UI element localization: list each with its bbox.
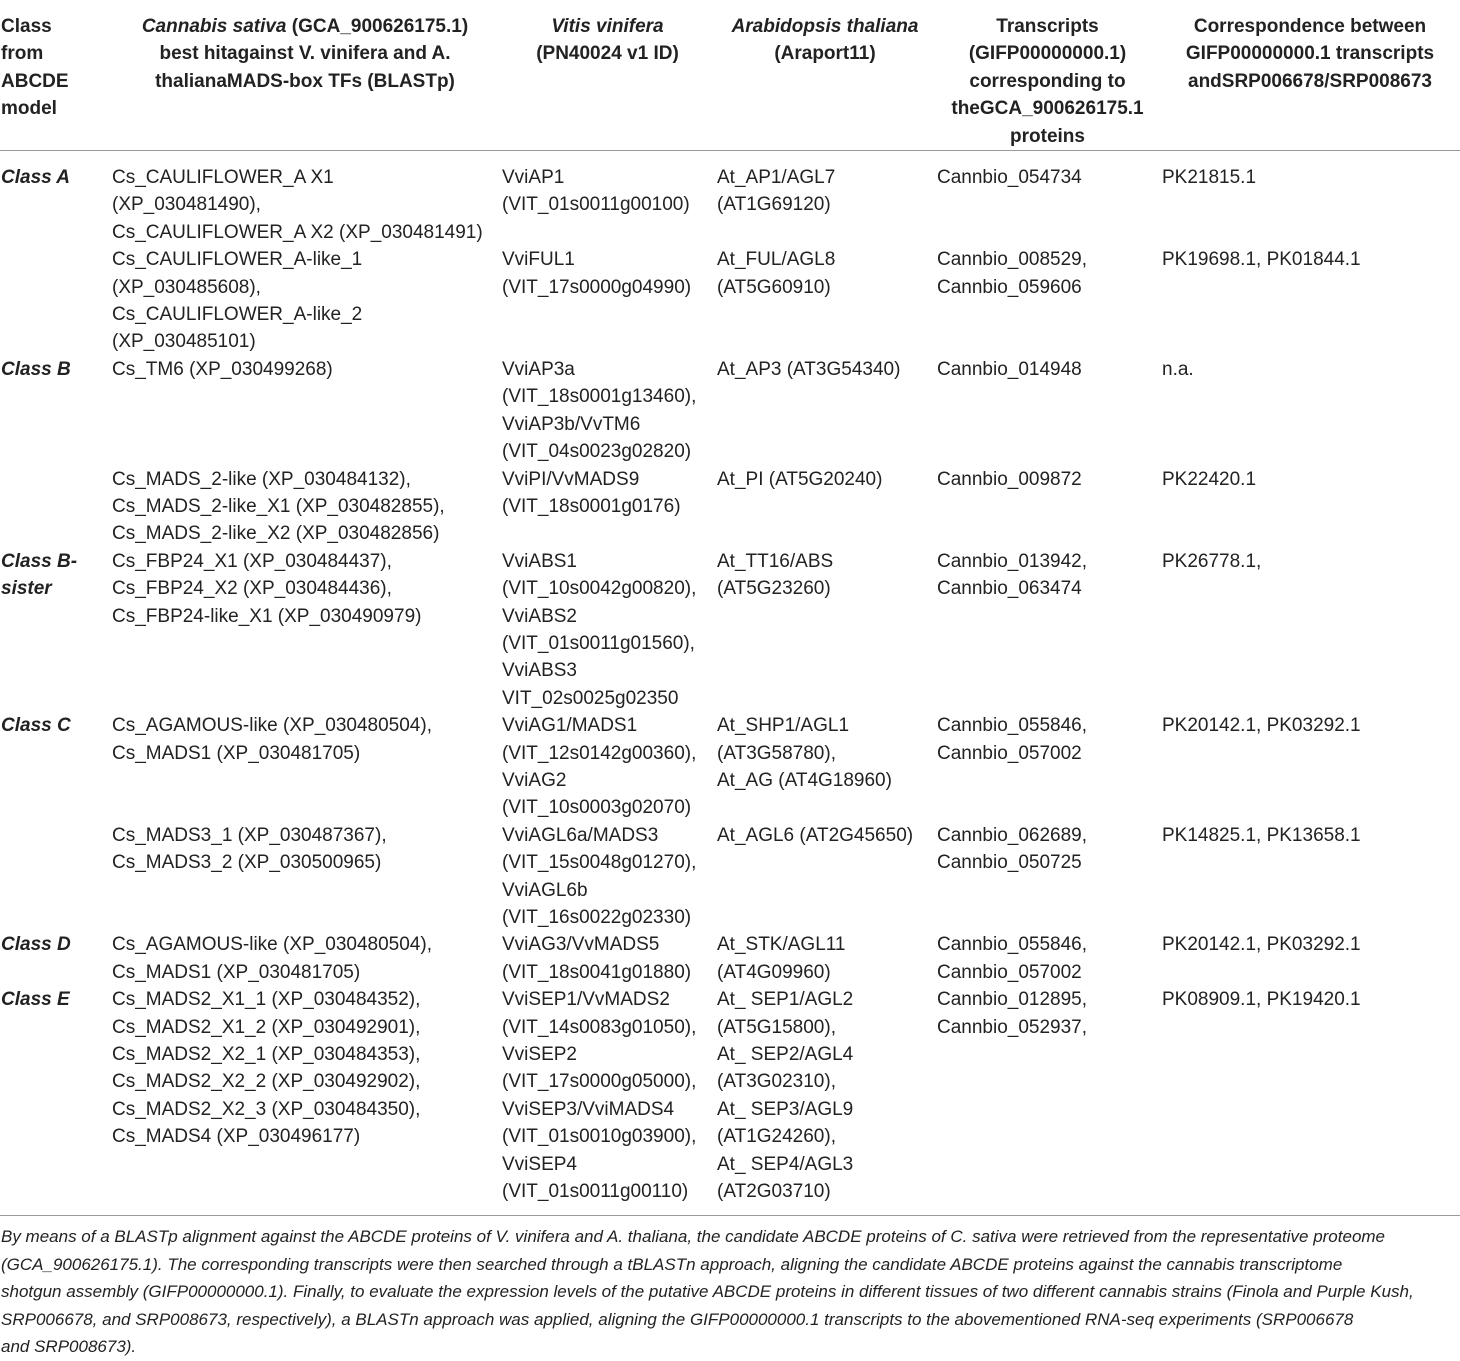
header-cannabis-line: [112, 68, 498, 95]
correspondence-cell: [1160, 466, 1460, 548]
header-class-line: from: [1, 43, 44, 65]
arabidopsis-cell: [715, 356, 935, 466]
class-cell-line: Class B-: [1, 550, 78, 572]
header-transcripts: [935, 0, 1160, 151]
header-arabidopsis-line: [717, 13, 933, 40]
cannabis-cell-line: Cs_MADS1 (XP_030481705): [112, 742, 361, 764]
correspondence-cell-line: n.a.: [1162, 358, 1194, 380]
footnote-line: and SRP008673).: [1, 1337, 137, 1357]
header-vitis-text: (PN40024 v1 ID): [536, 43, 679, 65]
footnote-line: By means of a BLASTp alignment against the ABCDE proteins of V. vinifera and A. thaliana, the candidate ABCDE proteins of C. sativa were retrieved from the representative proteome: [1, 1227, 1386, 1247]
transcript-cell-line: Cannbio_008529,: [937, 249, 1088, 271]
transcript-cell-line: Cannbio_055846,: [937, 715, 1088, 737]
table-body: [0, 151, 1460, 1216]
header-vitis-text: Vitis vinifera: [551, 16, 664, 37]
header-cannabis-text: best hitagainst V. vinifera and A.: [159, 43, 451, 65]
arabidopsis-cell-line: (AT3G02310),: [717, 1071, 836, 1093]
cannabis-cell: [110, 548, 500, 712]
vitis-cell-line: (VIT_01s0011g00100): [502, 194, 690, 216]
header-correspondence-line: andSRP006678/SRP008673: [1188, 70, 1432, 92]
correspondence-cell-line: PK20142.1, PK03292.1: [1162, 715, 1361, 737]
vitis-cell-line: VviAP3b/VvTM6: [502, 413, 641, 435]
transcript-cell-line: Cannbio_014948: [937, 358, 1082, 380]
cannabis-cell-line: Cs_AGAMOUS-like (XP_030480504),: [112, 715, 432, 737]
vitis-cell-line: VviFUL1: [502, 249, 575, 271]
class-cell-line: Class B: [1, 358, 71, 380]
header-transcripts-line: Transcripts: [996, 16, 1099, 37]
arabidopsis-cell: [715, 151, 935, 247]
correspondence-cell: [1160, 931, 1460, 986]
vitis-cell-line: (VIT_16s0022g02330): [502, 907, 692, 928]
cannabis-cell-line: Cs_MADS_2-like (XP_030484132),: [112, 468, 411, 490]
arabidopsis-cell-line: (AT1G69120): [717, 194, 831, 216]
arabidopsis-cell-line: (AT2G03710): [717, 1181, 831, 1203]
arabidopsis-cell: [715, 822, 935, 932]
transcript-cell: [935, 548, 1160, 712]
header-cannabis: [110, 0, 500, 151]
correspondence-cell: [1160, 712, 1460, 822]
table-row: [0, 712, 1460, 822]
cannabis-cell-line: Cs_FBP24-like_X1 (XP_030490979): [112, 605, 422, 627]
vitis-cell-line: (VIT_04s0023g02820): [502, 441, 692, 463]
vitis-cell-line: (VIT_01s0011g01560),: [502, 632, 695, 654]
cannabis-cell: [110, 986, 500, 1215]
arabidopsis-cell-line: At_FUL/AGL8: [717, 249, 836, 271]
cannabis-cell-line: Cs_MADS2_X2_3 (XP_030484350),: [112, 1098, 421, 1120]
cannabis-cell-line: Cs_MADS1 (XP_030481705): [112, 961, 361, 983]
class-cell: [0, 986, 110, 1215]
footnote-line: shotgun assembly (GIFP00000000.1). Finally, to evaluate the expression levels of the putative ABCDE proteins in different tissues of two different cannabis strains (Finola and Purple Kush,: [1, 1282, 1414, 1302]
header-correspondence-line: Correspondence between: [1193, 16, 1427, 37]
header-arabidopsis: [715, 0, 935, 151]
vitis-cell-line: VviAP1: [502, 167, 565, 189]
table-row: [0, 466, 1460, 548]
cannabis-cell-line: Cs_MADS_2-like_X2 (XP_030482856): [112, 523, 440, 545]
class-cell-line: Class A: [1, 167, 70, 189]
vitis-cell-line: VIT_02s0025g02350: [502, 687, 679, 709]
vitis-cell-line: VviAGL6b: [502, 879, 588, 901]
cannabis-cell-line: Cs_MADS2_X1_2 (XP_030492901),: [112, 1016, 421, 1038]
arabidopsis-cell-line: At_AG (AT4G18960): [717, 769, 892, 791]
arabidopsis-cell-line: (AT3G58780),: [717, 742, 836, 764]
vitis-cell-line: VviABS2: [502, 605, 577, 627]
vitis-cell: [500, 151, 715, 247]
arabidopsis-cell-line: At_SHP1/AGL1: [717, 715, 850, 737]
header-vitis-line: [502, 40, 713, 67]
cannabis-cell-line: Cs_MADS3_2 (XP_030500965): [112, 852, 382, 874]
header-class-line: ABCDE: [1, 70, 69, 92]
vitis-cell-line: (VIT_10s0003g02070): [502, 797, 692, 819]
vitis-cell: [500, 356, 715, 466]
transcript-cell: [935, 151, 1160, 247]
arabidopsis-cell: [715, 466, 935, 548]
arabidopsis-cell-line: At_AGL6 (AT2G45650): [717, 824, 914, 846]
vitis-cell: [500, 466, 715, 548]
cannabis-cell-line: (XP_030485608),: [112, 276, 261, 298]
correspondence-cell: [1160, 548, 1460, 712]
transcript-cell: [935, 712, 1160, 822]
vitis-cell: [500, 986, 715, 1215]
transcript-cell-line: Cannbio_009872: [937, 468, 1082, 490]
cannabis-cell-line: Cs_FBP24_X2 (XP_030484436),: [112, 578, 392, 600]
header-arabidopsis-text: Arabidopsis thaliana: [731, 16, 919, 37]
vitis-cell-line: (VIT_10s0042g00820),: [502, 578, 697, 600]
vitis-cell-line: (VIT_01s0010g03900),: [502, 1126, 697, 1148]
header-cannabis-text: Cannabis sativa: [141, 16, 287, 37]
transcript-cell-line: Cannbio_054734: [937, 167, 1082, 189]
arabidopsis-cell-line: At_STK/AGL11: [717, 934, 846, 956]
vitis-cell-line: (VIT_15s0048g01270),: [502, 852, 697, 874]
header-transcripts-line: corresponding to: [969, 70, 1126, 92]
transcript-cell: [935, 822, 1160, 932]
vitis-cell-line: VviSEP4: [502, 1153, 577, 1175]
correspondence-cell: [1160, 356, 1460, 466]
header-arabidopsis-line: [717, 40, 933, 67]
vitis-cell-line: VviAG3/VvMADS5: [502, 934, 660, 956]
cannabis-cell-line: Cs_MADS3_1 (XP_030487367),: [112, 824, 387, 846]
class-cell: [0, 822, 110, 932]
arabidopsis-cell-line: (AT4G09960): [717, 961, 831, 983]
vitis-cell-line: (VIT_12s0142g00360),: [502, 742, 697, 764]
vitis-cell-line: (VIT_17s0000g04990): [502, 276, 692, 298]
transcript-cell-line: Cannbio_063474: [937, 578, 1082, 600]
vitis-cell-line: (VIT_14s0083g01050),: [502, 1016, 697, 1038]
correspondence-cell: [1160, 822, 1460, 932]
transcript-cell: [935, 356, 1160, 466]
cannabis-cell: [110, 822, 500, 932]
footnote-line: SRP006678, and SRP008673, respectively), a BLASTn approach was applied, aligning the GIFP00000000.1 transcripts to the abovementioned RNA-seq experiments (SRP006678: [1, 1309, 1354, 1329]
arabidopsis-cell-line: At_ SEP1/AGL2: [717, 989, 854, 1011]
header-row: [0, 0, 1460, 151]
cannabis-cell-line: Cs_CAULIFLOWER_A-like_1: [112, 249, 363, 271]
vitis-cell-line: VviAG2: [502, 769, 567, 791]
cannabis-cell-line: (XP_030485101): [112, 331, 256, 353]
vitis-cell-line: (VIT_01s0011g00110): [502, 1181, 689, 1203]
transcript-cell-line: Cannbio_062689,: [937, 824, 1088, 846]
header-vitis: [500, 0, 715, 151]
cannabis-cell-line: Cs_TM6 (XP_030499268): [112, 358, 333, 380]
transcript-cell-line: Cannbio_055846,: [937, 934, 1088, 956]
transcript-cell-line: Cannbio_057002: [937, 961, 1082, 983]
class-cell-line: sister: [1, 578, 52, 600]
header-class-line: Class: [1, 16, 52, 37]
arabidopsis-cell-line: (AT5G23260): [717, 578, 831, 600]
arabidopsis-cell: [715, 986, 935, 1215]
transcript-cell: [935, 931, 1160, 986]
arabidopsis-cell-line: At_TT16/ABS: [717, 550, 834, 572]
class-cell: [0, 466, 110, 548]
correspondence-cell: [1160, 986, 1460, 1215]
header-cannabis-text: (GCA_900626175.1): [286, 16, 469, 37]
correspondence-cell-line: PK22420.1: [1162, 468, 1257, 490]
transcript-cell-line: Cannbio_052937,: [937, 1016, 1088, 1038]
vitis-cell-line: VviABS1: [502, 550, 577, 572]
correspondence-cell-line: PK19698.1, PK01844.1: [1162, 249, 1361, 271]
cannabis-cell-line: Cs_FBP24_X1 (XP_030484437),: [112, 550, 392, 572]
vitis-cell: [500, 931, 715, 986]
arabidopsis-cell: [715, 246, 935, 356]
table-row: [0, 356, 1460, 466]
table-row: [0, 246, 1460, 356]
vitis-cell-line: VviPI/VvMADS9: [502, 468, 640, 490]
class-cell-line: Class E: [1, 989, 70, 1011]
vitis-cell: [500, 712, 715, 822]
footnote-line: (GCA_900626175.1). The corresponding transcripts were then searched through a tBLASTn approach, aligning the candidate ABCDE proteins against the cannabis transcriptome: [1, 1254, 1343, 1274]
arabidopsis-cell: [715, 548, 935, 712]
arabidopsis-cell-line: At_AP1/AGL7: [717, 167, 836, 189]
arabidopsis-cell-line: At_ SEP4/AGL3: [717, 1153, 854, 1175]
correspondence-cell-line: PK21815.1: [1162, 167, 1257, 189]
header-transcripts-line: proteins: [1010, 125, 1085, 147]
vitis-cell-line: VviABS3: [502, 660, 577, 682]
correspondence-cell: [1160, 151, 1460, 247]
correspondence-cell-line: PK14825.1, PK13658.1: [1162, 824, 1361, 846]
arabidopsis-cell: [715, 712, 935, 822]
cannabis-cell: [110, 931, 500, 986]
table-row: [0, 548, 1460, 712]
header-arabidopsis-text: (Araport11): [774, 43, 876, 65]
transcript-cell-line: Cannbio_012895,: [937, 989, 1088, 1011]
cannabis-cell: [110, 466, 500, 548]
transcript-cell: [935, 986, 1160, 1215]
correspondence-cell-line: PK20142.1, PK03292.1: [1162, 934, 1361, 956]
class-cell: [0, 151, 110, 247]
header-transcripts-line: (GIFP00000000.1): [968, 43, 1127, 65]
cannabis-cell-line: Cs_MADS4 (XP_030496177): [112, 1126, 361, 1148]
class-cell: [0, 931, 110, 986]
header-class: [0, 0, 110, 151]
arabidopsis-cell-line: At_AP3 (AT3G54340): [717, 358, 901, 380]
cannabis-cell: [110, 712, 500, 822]
header-cannabis-text: thalianaMADS-box TFs (BLASTp): [155, 70, 455, 92]
correspondence-cell-line: PK26778.1,: [1162, 550, 1262, 572]
cannabis-cell: [110, 151, 500, 247]
header-class-line: model: [1, 98, 57, 120]
vitis-cell-line: VviAG1/MADS1: [502, 715, 638, 737]
transcript-cell-line: Cannbio_059606: [937, 276, 1082, 298]
vitis-cell-line: VviSEP2: [502, 1044, 577, 1066]
header-vitis-line: [502, 13, 713, 40]
table-row: [0, 822, 1460, 932]
cannabis-cell-line: Cs_AGAMOUS-like (XP_030480504),: [112, 934, 432, 956]
arabidopsis-cell-line: At_ SEP3/AGL9: [717, 1098, 854, 1120]
arabidopsis-cell-line: (AT1G24260),: [717, 1126, 836, 1148]
arabidopsis-cell-line: At_ SEP2/AGL4: [717, 1044, 854, 1066]
vitis-cell-line: (VIT_17s0000g05000),: [502, 1071, 697, 1093]
cannabis-cell-line: Cs_MADS_2-like_X1 (XP_030482855),: [112, 495, 445, 517]
vitis-cell-line: (VIT_18s0001g13460),: [502, 386, 697, 408]
vitis-cell-line: (VIT_18s0001g0176): [502, 495, 681, 517]
class-cell: [0, 356, 110, 466]
vitis-cell-line: VviSEP3/VviMADS4: [502, 1098, 675, 1120]
cannabis-cell-line: Cs_CAULIFLOWER_A-like_2: [112, 304, 363, 326]
class-cell: [0, 548, 110, 712]
vitis-cell-line: (VIT_18s0041g01880): [502, 961, 692, 983]
table-footnote: [0, 1216, 1460, 1360]
transcript-cell-line: Cannbio_013942,: [937, 550, 1088, 572]
header-transcripts-line: theGCA_900626175.1: [951, 98, 1144, 120]
cannabis-cell: [110, 356, 500, 466]
cannabis-cell-line: Cs_CAULIFLOWER_A X2 (XP_030481491): [112, 221, 483, 243]
vitis-cell-line: VviAGL6a/MADS3: [502, 824, 659, 846]
cannabis-cell-line: Cs_MADS2_X2_2 (XP_030492902),: [112, 1071, 421, 1093]
class-cell-line: Class D: [1, 934, 71, 956]
correspondence-cell-line: PK08909.1, PK19420.1: [1162, 989, 1361, 1011]
transcript-cell-line: Cannbio_057002: [937, 742, 1082, 764]
transcript-cell: [935, 466, 1160, 548]
header-correspondence-line: GIFP00000000.1 transcripts: [1185, 43, 1435, 65]
arabidopsis-cell-line: (AT5G60910): [717, 276, 831, 298]
cannabis-cell-line: (XP_030481490),: [112, 194, 261, 216]
arabidopsis-cell: [715, 931, 935, 986]
transcript-cell-line: Cannbio_050725: [937, 852, 1082, 874]
table-row: [0, 931, 1460, 986]
class-cell: [0, 246, 110, 356]
vitis-cell: [500, 822, 715, 932]
arabidopsis-cell-line: At_PI (AT5G20240): [717, 468, 883, 490]
cannabis-cell-line: Cs_MADS2_X1_1 (XP_030484352),: [112, 989, 421, 1011]
class-cell-line: Class C: [1, 715, 71, 737]
header-cannabis-line: [112, 13, 498, 40]
cannabis-cell-line: Cs_MADS2_X2_1 (XP_030484353),: [112, 1044, 421, 1066]
cannabis-cell-line: Cs_CAULIFLOWER_A X1: [112, 167, 334, 189]
vitis-cell-line: VviSEP1/VvMADS2: [502, 989, 670, 1011]
table-row: [0, 151, 1460, 247]
correspondence-cell: [1160, 246, 1460, 356]
vitis-cell: [500, 548, 715, 712]
vitis-cell: [500, 246, 715, 356]
vitis-cell-line: VviAP3a: [502, 358, 575, 380]
table-row: [0, 986, 1460, 1215]
arabidopsis-cell-line: (AT5G15800),: [717, 1016, 836, 1038]
header-correspondence: [1160, 0, 1460, 151]
cannabis-cell: [110, 246, 500, 356]
class-cell: [0, 712, 110, 822]
transcript-cell: [935, 246, 1160, 356]
header-cannabis-line: [112, 40, 498, 67]
